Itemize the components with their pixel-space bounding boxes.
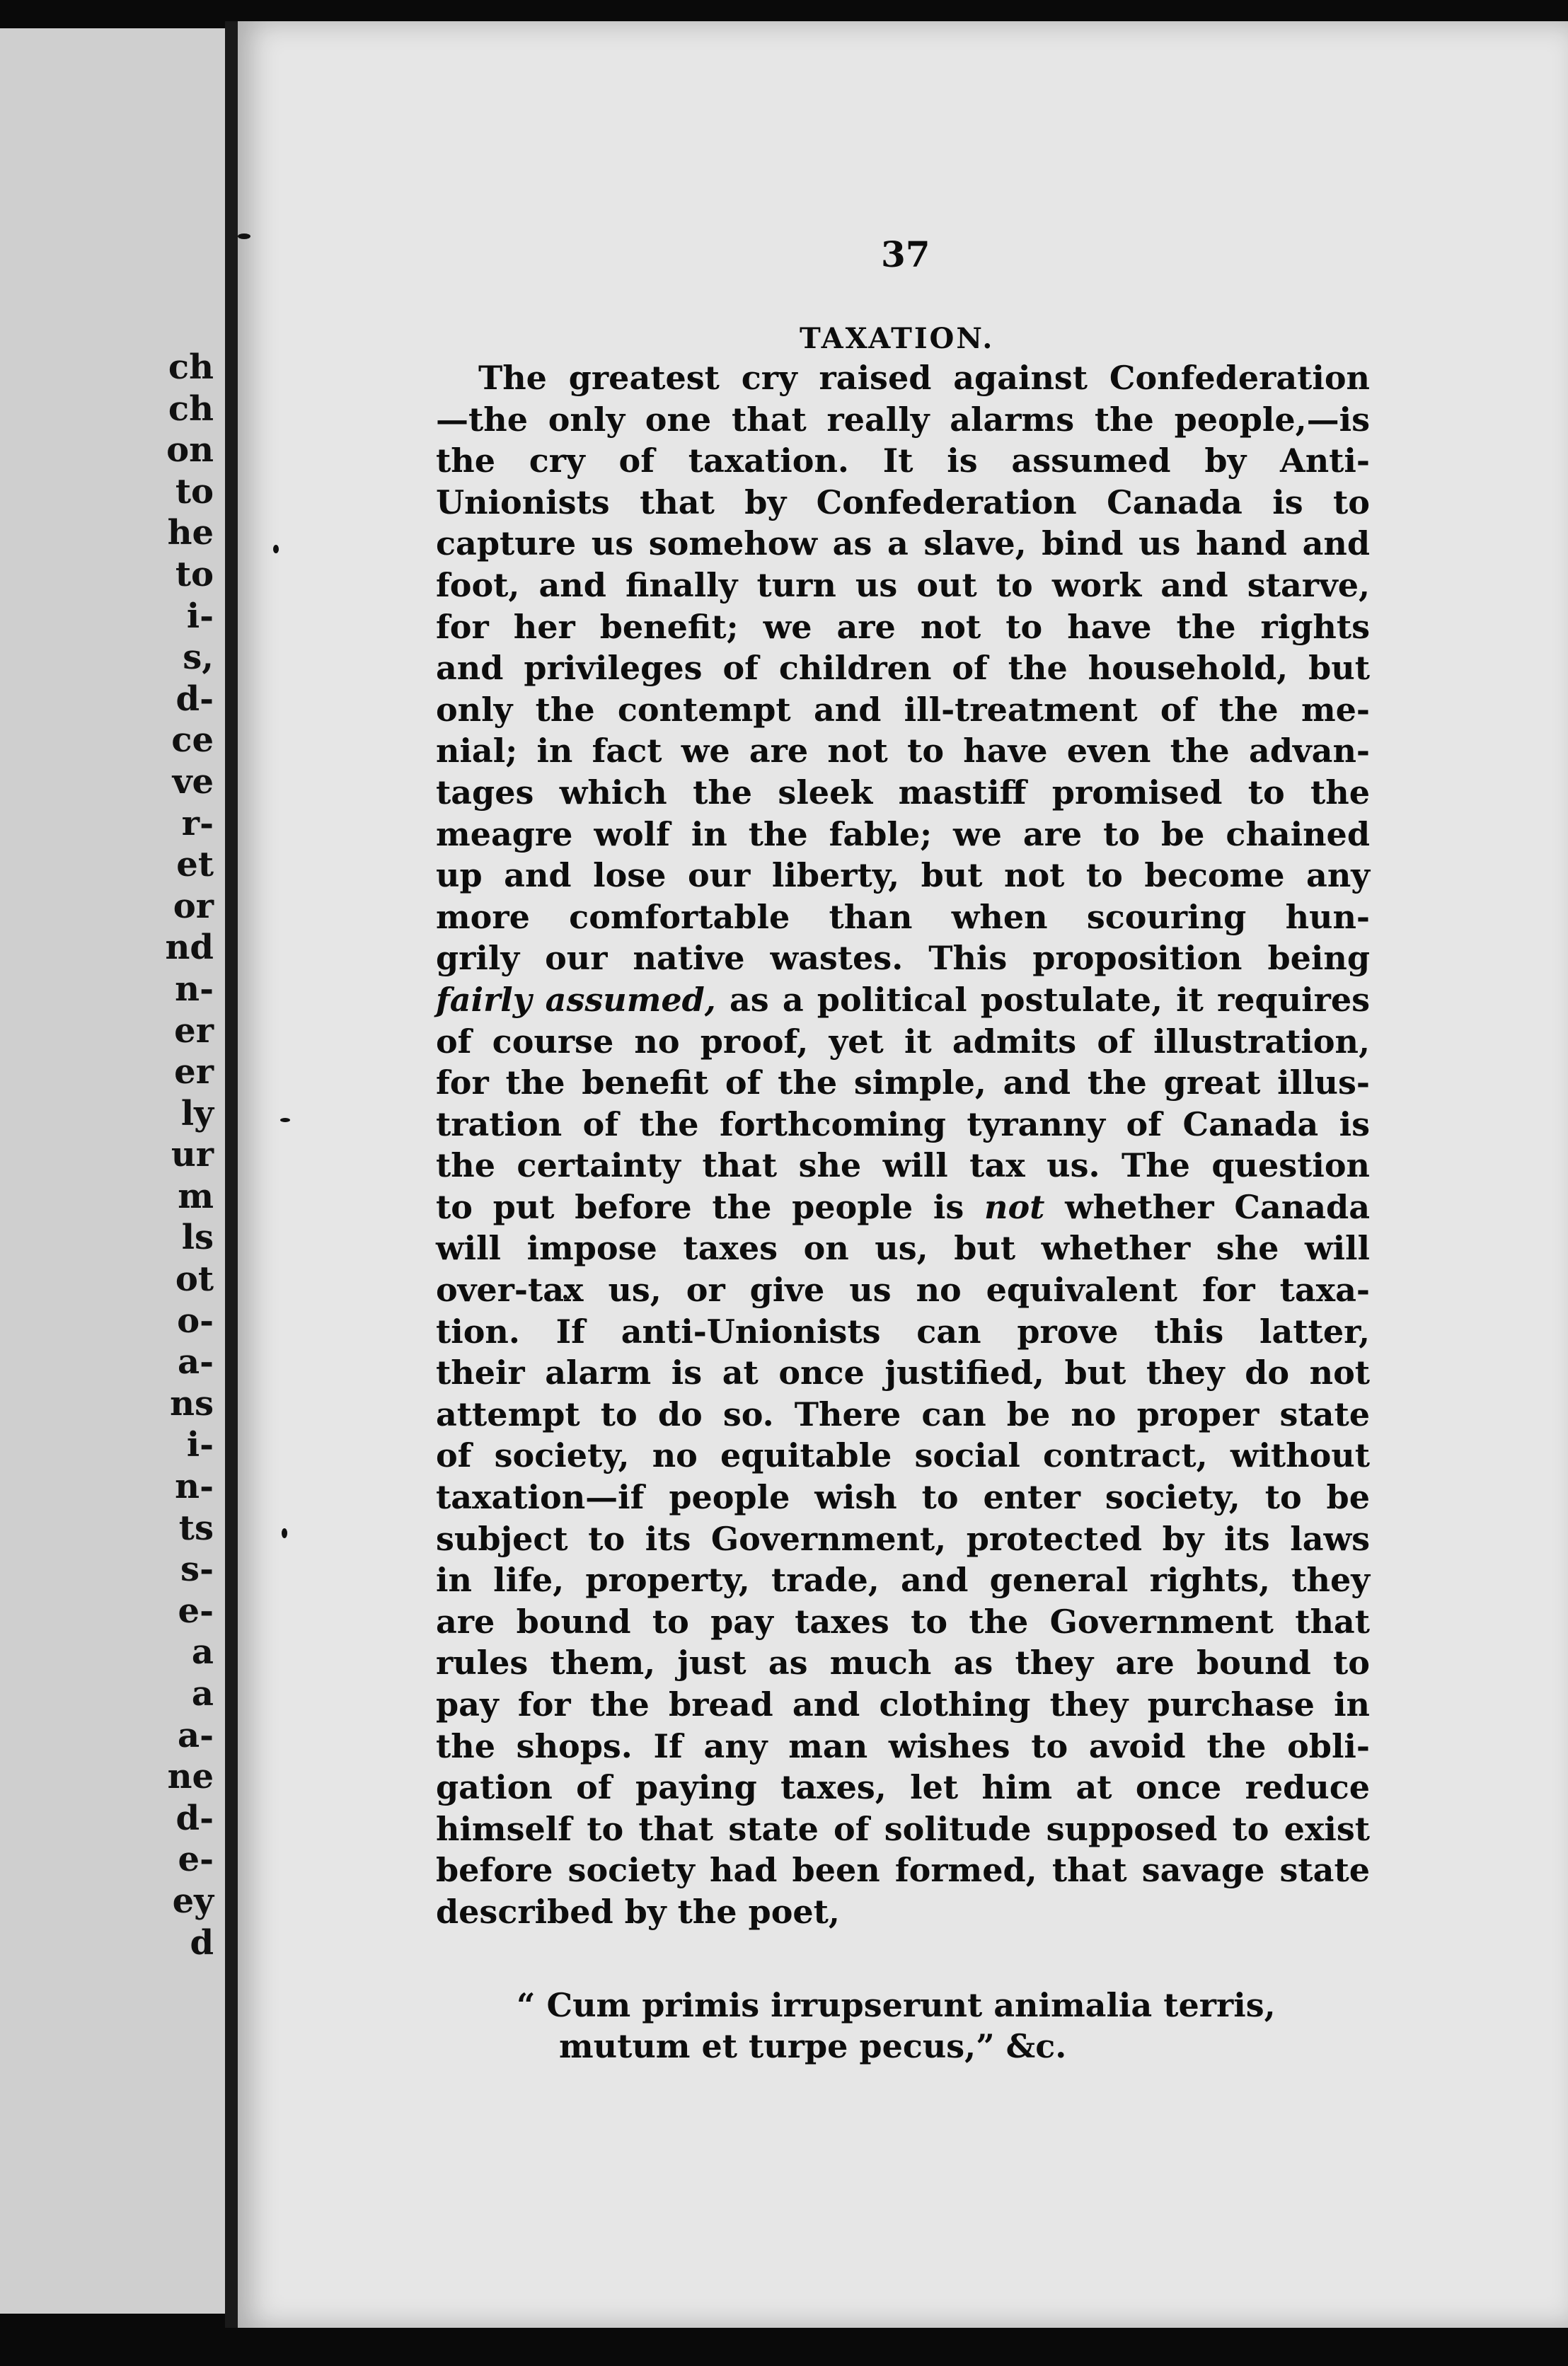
body-text-line: of course no proof, yet it admits of illustration, — [436, 1022, 1370, 1061]
left-page-fragment: i- — [186, 596, 214, 636]
left-page-fragment: m — [178, 1176, 214, 1216]
body-text-line: only the contempt and ill-treatment of the me- — [436, 690, 1370, 729]
body-text-line: grily our native wastes. This proposition being — [436, 939, 1370, 978]
verse-line: mutum et turpe pecus,” &c. — [559, 2027, 1067, 2065]
body-text-line: tion. If anti-Unionists can prove this latter, — [436, 1312, 1370, 1351]
left-page-fragment: ch — [168, 347, 214, 387]
body-text-line: for her benefit; we are not to have the rights — [436, 607, 1370, 646]
body-text-line: himself to that state of solitude supposed to exist — [436, 1809, 1370, 1848]
body-text — [436, 357, 1370, 1933]
left-page-fragment: ur — [171, 1135, 214, 1175]
ink-speck — [238, 233, 250, 239]
left-page-fragment: ls — [181, 1218, 214, 1258]
ink-speck — [273, 545, 279, 553]
left-page-fragment: ns — [170, 1383, 214, 1424]
verse-line: “ Cum primis irrupserunt animalia terris, — [517, 1986, 1276, 2024]
body-text-line: the certainty that she will tax us. The question — [436, 1146, 1370, 1185]
body-text-line: The greatest cry raised against Confederation — [478, 359, 1370, 397]
body-text-line: of society, no equitable social contract, without — [436, 1436, 1370, 1475]
body-text-line: attempt to do so. There can be no proper state — [436, 1395, 1370, 1433]
body-text-line: the cry of taxation. It is assumed by Anti- — [436, 442, 1370, 480]
body-text-line: —the only one that really alarms the people,—is — [436, 400, 1370, 439]
body-text-line: are bound to pay taxes to the Government that — [436, 1602, 1370, 1641]
left-page-fragment: e- — [178, 1840, 214, 1880]
body-text-line: up and lose our liberty, but not to become any — [436, 856, 1370, 895]
left-page-fragment: ne — [167, 1757, 214, 1797]
left-page-fragment: r- — [181, 803, 214, 843]
body-text-line: for the benefit of the simple, and the great illus- — [436, 1063, 1370, 1102]
body-text-line: Unionists that by Confederation Canada is to — [436, 483, 1370, 521]
left-page-fragment: s- — [180, 1550, 214, 1590]
left-page-fragment: n- — [175, 1467, 214, 1507]
body-text-line: pay for the bread and clothing they purchase in — [436, 1685, 1370, 1724]
body-text-line: the shops. If any man wishes to avoid the obli- — [436, 1726, 1370, 1765]
left-page-fragment: e- — [178, 1591, 214, 1631]
left-page-fragment: a- — [177, 1715, 214, 1755]
left-page-fragment: d- — [175, 679, 214, 719]
body-text-line: tration of the forthcoming tyranny of Canada is — [436, 1104, 1370, 1143]
left-page-fragment: ce — [171, 720, 214, 761]
body-text-line: subject to its Government, protected by its laws — [436, 1519, 1370, 1558]
body-text-line: over-tax us, or give us no equivalent for taxa- — [436, 1271, 1370, 1310]
body-text-line: tages which the sleek mastiff promised to the — [436, 773, 1370, 812]
left-page-fragment: o- — [177, 1300, 214, 1341]
left-page-fragment: d — [190, 1922, 214, 1963]
verse-quotation — [517, 1985, 1276, 2067]
left-page-fragments — [0, 347, 225, 1963]
left-page-fragment: ch — [168, 388, 214, 429]
ink-speck — [282, 1528, 287, 1538]
body-text-line: fairly assumed, as a political postulate, it requires — [436, 980, 1371, 1019]
left-page-fragment: a- — [177, 1342, 214, 1383]
left-page-fragment: a — [191, 1632, 214, 1673]
body-text-line: to put before the people is not whether Canada — [436, 1187, 1371, 1226]
left-page-fragment: ts — [178, 1508, 214, 1548]
body-text-line: more comfortable than when scouring hun- — [436, 897, 1370, 936]
body-text-line: before society had been formed, that savage state — [436, 1851, 1370, 1890]
body-text-line: rules them, just as much as they are bound to — [436, 1644, 1370, 1683]
body-text-line: taxation—if people wish to enter society, to be — [436, 1478, 1370, 1517]
left-page-fragment: ey — [172, 1881, 214, 1921]
left-page-fragment: i- — [186, 1425, 214, 1465]
body-text-line: and privileges of children of the household, but — [436, 649, 1370, 688]
body-text-line: capture us somehow as a slave, bind us hand and — [436, 524, 1370, 563]
body-text-line: gation of paying taxes, let him at once reduce — [436, 1768, 1370, 1807]
left-page-fragment: s, — [183, 637, 214, 678]
left-page-fragment: nd — [165, 928, 214, 968]
left-page-fragment: he — [167, 513, 214, 553]
body-text-line: nial; in fact we are not to have even the advan- — [436, 732, 1370, 771]
left-page-fragment: ot — [175, 1259, 214, 1300]
left-page-fragment: or — [173, 886, 214, 926]
left-page-fragment: et — [176, 845, 214, 885]
left-page-fragment: er — [174, 1010, 214, 1051]
body-text-line: will impose taxes on us, but whether she will — [436, 1229, 1370, 1268]
body-text-line: meagre wolf in the fable; we are to be chained — [436, 814, 1370, 853]
body-text-line: foot, and finally turn us out to work and starve, — [436, 565, 1370, 604]
left-page-fragment: er — [174, 1052, 214, 1092]
left-page-fragment: to — [175, 471, 214, 512]
section-heading: TAXATION. — [800, 322, 995, 355]
left-page-fragment: a — [191, 1674, 214, 1714]
left-page-fragment: ly — [180, 1093, 214, 1133]
body-text-line: in life, property, trade, and general rights, they — [436, 1561, 1370, 1600]
body-text-line: described by the poet, — [436, 1892, 840, 1931]
ink-speck — [280, 1118, 290, 1122]
left-page-fragment: n- — [175, 969, 214, 1009]
left-page-fragment: ve — [172, 761, 214, 802]
left-page-edge — [0, 28, 229, 2314]
page-number: 37 — [881, 233, 930, 275]
left-page-fragment: d- — [175, 1798, 214, 1838]
left-page-fragment: to — [175, 554, 214, 594]
body-text-line: their alarm is at once justified, but they do not — [436, 1354, 1370, 1392]
left-page-fragment: on — [166, 430, 214, 471]
